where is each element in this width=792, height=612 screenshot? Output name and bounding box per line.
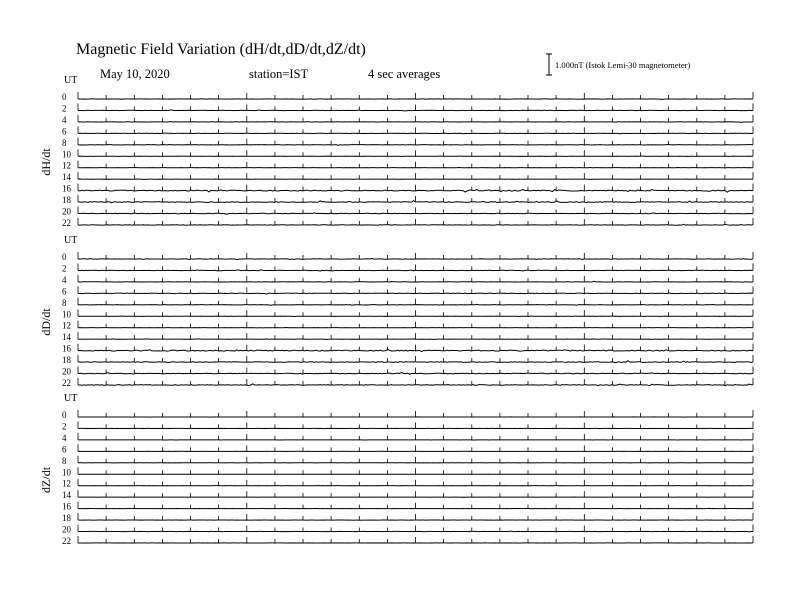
- row-ticks-dzdt-20: [78, 525, 753, 532]
- row-label-dhdt-20: 20: [62, 206, 71, 217]
- row-ticks-dhdt-10: [78, 149, 753, 156]
- row-ticks-dzdt-6: [78, 444, 753, 451]
- row-label-dhdt-2: 2: [62, 103, 67, 114]
- row-ticks-dddt-6: [78, 286, 753, 293]
- row-label-dzdt-20: 20: [62, 524, 71, 535]
- row-ticks-dzdt-12: [78, 479, 753, 486]
- row-label-dzdt-16: 16: [62, 501, 71, 512]
- row-label-dddt-12: 12: [62, 320, 71, 331]
- panel-dd-dt: [39, 235, 753, 388]
- trace-dddt-6: [78, 293, 753, 294]
- row-label-dhdt-12: 12: [62, 160, 71, 171]
- trace-dddt-14: [78, 339, 753, 340]
- trace-dddt-0: [78, 259, 753, 260]
- panel-dz-dt: [39, 393, 753, 546]
- trace-dhdt-0: [78, 99, 753, 100]
- row-label-dhdt-16: 16: [62, 183, 71, 194]
- row-label-dhdt-10: 10: [62, 149, 71, 160]
- trace-dhdt-6: [78, 133, 753, 134]
- trace-dhdt-8: [78, 145, 753, 146]
- row-label-dhdt-8: 8: [62, 137, 67, 148]
- ut-label-dddt: UT: [64, 235, 78, 246]
- trace-dhdt-4: [78, 122, 753, 123]
- row-label-dzdt-4: 4: [62, 432, 67, 443]
- row-ticks-dhdt-18: [78, 195, 753, 202]
- row-ticks-dhdt-4: [78, 115, 753, 122]
- row-ticks-dddt-8: [78, 298, 753, 305]
- station-label: station=IST: [249, 67, 309, 81]
- trace-dddt-8: [78, 304, 753, 305]
- row-label-dzdt-8: 8: [62, 455, 67, 466]
- row-label-dhdt-18: 18: [62, 195, 71, 206]
- row-label-dhdt-4: 4: [62, 114, 67, 125]
- row-ticks-dddt-2: [78, 263, 753, 270]
- row-label-dddt-8: 8: [62, 297, 67, 308]
- row-ticks-dzdt-8: [78, 456, 753, 463]
- row-ticks-dzdt-14: [78, 490, 753, 497]
- row-ticks-dddt-18: [78, 355, 753, 362]
- row-ticks-dhdt-14: [78, 172, 753, 179]
- row-label-dzdt-18: 18: [62, 513, 71, 524]
- row-ticks-dzdt-0: [78, 410, 753, 417]
- row-label-dddt-22: 22: [62, 377, 71, 388]
- row-label-dddt-6: 6: [62, 286, 67, 297]
- row-label-dhdt-14: 14: [62, 172, 71, 183]
- row-label-dddt-16: 16: [62, 343, 71, 354]
- row-label-dddt-10: 10: [62, 309, 71, 320]
- row-ticks-dhdt-2: [78, 103, 753, 110]
- row-ticks-dzdt-22: [78, 536, 753, 543]
- row-label-dzdt-10: 10: [62, 467, 71, 478]
- row-ticks-dddt-0: [78, 252, 753, 259]
- row-ticks-dhdt-0: [78, 92, 753, 99]
- trace-dddt-2: [78, 270, 753, 271]
- row-ticks-dhdt-20: [78, 207, 753, 214]
- averaging-label: 4 sec averages: [368, 67, 441, 81]
- row-label-dhdt-22: 22: [62, 217, 71, 228]
- ut-label-dzdt: UT: [64, 393, 78, 404]
- row-label-dddt-18: 18: [62, 355, 71, 366]
- row-label-dddt-2: 2: [62, 263, 67, 274]
- row-ticks-dhdt-12: [78, 161, 753, 168]
- row-label-dddt-14: 14: [62, 332, 71, 343]
- row-ticks-dddt-12: [78, 321, 753, 328]
- row-ticks-dzdt-16: [78, 502, 753, 509]
- row-ticks-dzdt-2: [78, 421, 753, 428]
- row-label-dzdt-2: 2: [62, 421, 67, 432]
- scale-bar-label: 1.000nT (Istok Lemi-30 magnetometer): [555, 60, 691, 70]
- trace-dhdt-22: [78, 224, 753, 225]
- row-ticks-dddt-10: [78, 309, 753, 316]
- row-ticks-dzdt-10: [78, 467, 753, 474]
- row-label-dzdt-14: 14: [62, 490, 71, 501]
- row-ticks-dhdt-22: [78, 218, 753, 225]
- axis-label-dddt: dD/dt: [39, 308, 53, 336]
- row-label-dhdt-0: 0: [62, 92, 67, 102]
- row-label-dzdt-22: 22: [62, 535, 71, 546]
- scale-bar: [546, 54, 691, 75]
- row-label-dddt-0: 0: [62, 252, 67, 262]
- trace-dzdt-20: [78, 531, 753, 532]
- axis-label-dhdt: dH/dt: [39, 148, 53, 176]
- date-label: May 10, 2020: [100, 67, 170, 81]
- trace-dhdt-2: [78, 110, 753, 111]
- row-label-dzdt-12: 12: [62, 478, 71, 489]
- row-ticks-dhdt-6: [78, 126, 753, 133]
- row-label-dhdt-6: 6: [62, 126, 67, 137]
- row-label-dzdt-0: 0: [62, 410, 67, 420]
- panel-dh-dt: [39, 75, 753, 228]
- axis-label-dzdt: dZ/dt: [39, 466, 53, 493]
- row-label-dddt-4: 4: [62, 274, 67, 285]
- ut-label-dhdt: UT: [64, 75, 78, 86]
- row-ticks-dddt-14: [78, 332, 753, 339]
- row-ticks-dddt-16: [78, 344, 753, 351]
- row-ticks-dzdt-18: [78, 513, 753, 520]
- row-label-dddt-20: 20: [62, 366, 71, 377]
- row-label-dzdt-6: 6: [62, 444, 67, 455]
- row-ticks-dhdt-8: [78, 138, 753, 145]
- chart-title: Magnetic Field Variation (dH/dt,dD/dt,dZ/dt): [76, 41, 366, 58]
- row-ticks-dddt-4: [78, 275, 753, 282]
- row-ticks-dzdt-4: [78, 433, 753, 440]
